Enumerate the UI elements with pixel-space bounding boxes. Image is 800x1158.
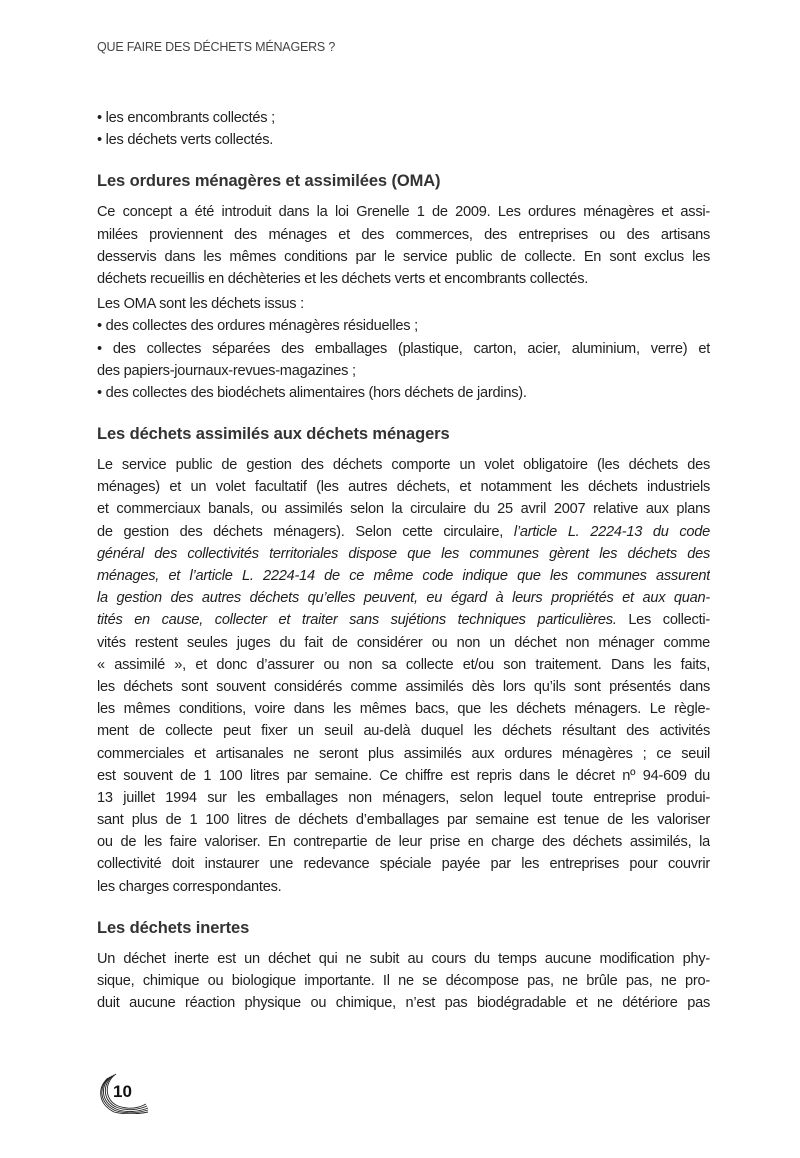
text-line [97, 765, 710, 787]
text: Les OMA sont les déchets issus : [97, 296, 304, 313]
text: duit aucune réaction physique ou chimique, n’est pas biodégradable et ne détériore pas [97, 995, 710, 1012]
text: sant plus de 1 100 litres de déchets d’emballages par semaine est tenue de les valoriser [97, 812, 710, 829]
text: les charges correspondantes. [97, 878, 282, 895]
text: les mêmes conditions, voire dans les mêmes bacs, que les déchets ménagers. Le règle- [97, 701, 710, 718]
text-line [97, 338, 710, 360]
italic-text: l’article L. 2224-13 du code [513, 523, 710, 540]
section-heading: Les ordures ménagères et assimilées (OMA) [97, 172, 441, 191]
text: vités restent seules juges du fait de considérer ou non un déchet non ménager comme [97, 634, 710, 651]
text-line [97, 743, 710, 765]
text: des papiers-journaux-revues-magazines ; [97, 362, 356, 379]
text: Un déchet inerte est un déchet qui ne subit au cours du temps aucune modification phy- [97, 950, 710, 967]
text: Ce concept a été introduit dans la loi Grenelle 1 de 2009. Les ordures ménagères et assi- [97, 204, 710, 221]
text-line [97, 587, 710, 609]
text: Le service public de gestion des déchets comporte un volet obligatoire (les déchets des [97, 457, 710, 474]
text-line [97, 698, 710, 720]
text-line [97, 382, 710, 404]
text-line [97, 853, 710, 875]
italic-text: tités en cause, collecter et traiter sans sujétions techniques particulières. [97, 612, 617, 629]
text-line [97, 992, 710, 1014]
paragraph [97, 201, 710, 290]
text-line [97, 720, 710, 742]
paragraph [97, 948, 710, 1015]
text: • des collectes des biodéchets alimentaires (hors déchets de jardins). [97, 384, 527, 401]
text-line [97, 654, 710, 676]
text: déchets recueillis en déchèteries et les déchets verts et encombrants collectés. [97, 270, 589, 287]
text-line [97, 609, 710, 631]
page-number-badge [98, 1072, 150, 1114]
text: • les encombrants collectés ; [97, 110, 275, 126]
text: • des collectes des ordures ménagères résiduelles ; [97, 318, 418, 335]
text-line [97, 129, 710, 151]
text: 13 juillet 1994 sur les emballages non ménagers, selon lequel toute entreprise produi- [97, 789, 710, 806]
page-number: 10 [113, 1082, 132, 1101]
section-heading: Les déchets inertes [97, 918, 250, 937]
text-line [97, 360, 710, 382]
paragraph [97, 107, 710, 151]
text-line [97, 454, 710, 476]
text: est souvent de 1 100 litres par semaine. Ce chiffre est repris dans le décret nº 94-609 du [97, 767, 710, 784]
text-line [97, 948, 710, 970]
italic-text: la gestion des autres déchets qu’elles peuvent, eu égard à leurs propriétés et aux quan- [97, 590, 710, 607]
text: ménages) et un volet facultatif (les autres déchets, et notamment les déchets industriels [97, 479, 710, 496]
text-line [97, 876, 710, 898]
text-line [97, 315, 710, 337]
text: sique, chimique ou biologique importante. Il ne se décompose pas, ne brûle pas, ne pro- [97, 973, 710, 989]
running-head: QUE FAIRE DES DÉCHETS MÉNAGERS ? [97, 40, 336, 54]
text: « assimilé », et donc d’assurer ou non sa collecte et/ou son traitement. Dans les faits, [97, 656, 710, 673]
text-line [97, 224, 710, 246]
text-line [97, 970, 710, 992]
page-body [97, 107, 710, 1017]
text-line [97, 632, 710, 654]
text-line [97, 498, 710, 520]
text-line [97, 831, 710, 853]
text-line [97, 521, 710, 543]
text-line [97, 201, 710, 223]
italic-text: ménages, et l’article L. 2224-14 de ce même code indique que les communes assurent [97, 568, 710, 584]
text-line [97, 107, 710, 129]
text: desservis dans les mêmes conditions par le service public de collecte. En sont exclus les [97, 248, 710, 265]
text-line [97, 293, 710, 315]
paragraph [97, 454, 710, 898]
text: collectivité doit instaurer une redevance spéciale payée par les entreprises pour couvrir [97, 856, 710, 873]
text: commerciales et artisanales ne seront plus assimilés aux ordures ménagères ; ce seuil [97, 745, 710, 762]
text-line [97, 809, 710, 831]
text-line [97, 476, 710, 498]
text-line [97, 543, 710, 565]
text-line [97, 268, 710, 290]
text-line [97, 565, 710, 587]
text: ment de collecte peut fixer un seuil au-delà duquel les déchets résultant des activités [97, 723, 710, 740]
text: et commerciaux banals, ou assimilés selon la circulaire du 25 avril 2007 relative aux plans [97, 501, 710, 518]
text: de gestion des déchets ménagers). Selon cette circulaire, [97, 523, 514, 540]
text-line [97, 676, 710, 698]
section-heading: Les déchets assimilés aux déchets ménagers [97, 425, 450, 444]
paragraph [97, 293, 710, 404]
italic-text: général des collectivités territoriales dispose que les communes gèrent les déchets des [97, 545, 710, 562]
text-line [97, 787, 710, 809]
text: milées proviennent des ménages et des commerces, des entreprises ou des artisans [97, 226, 710, 243]
text: ou de les faire valoriser. En contrepartie de leur prise en charge des déchets assimilés, la [97, 834, 710, 851]
text-line [97, 246, 710, 268]
text: les déchets sont souvent considérés comme assimilés dès lors qu’ils sont présentés dans [97, 678, 710, 695]
text: • des collectes séparées des emballages (plastique, carton, acier, aluminium, verre) et [97, 340, 710, 357]
text: • les déchets verts collectés. [97, 132, 274, 149]
text: Les collecti- [616, 612, 710, 629]
